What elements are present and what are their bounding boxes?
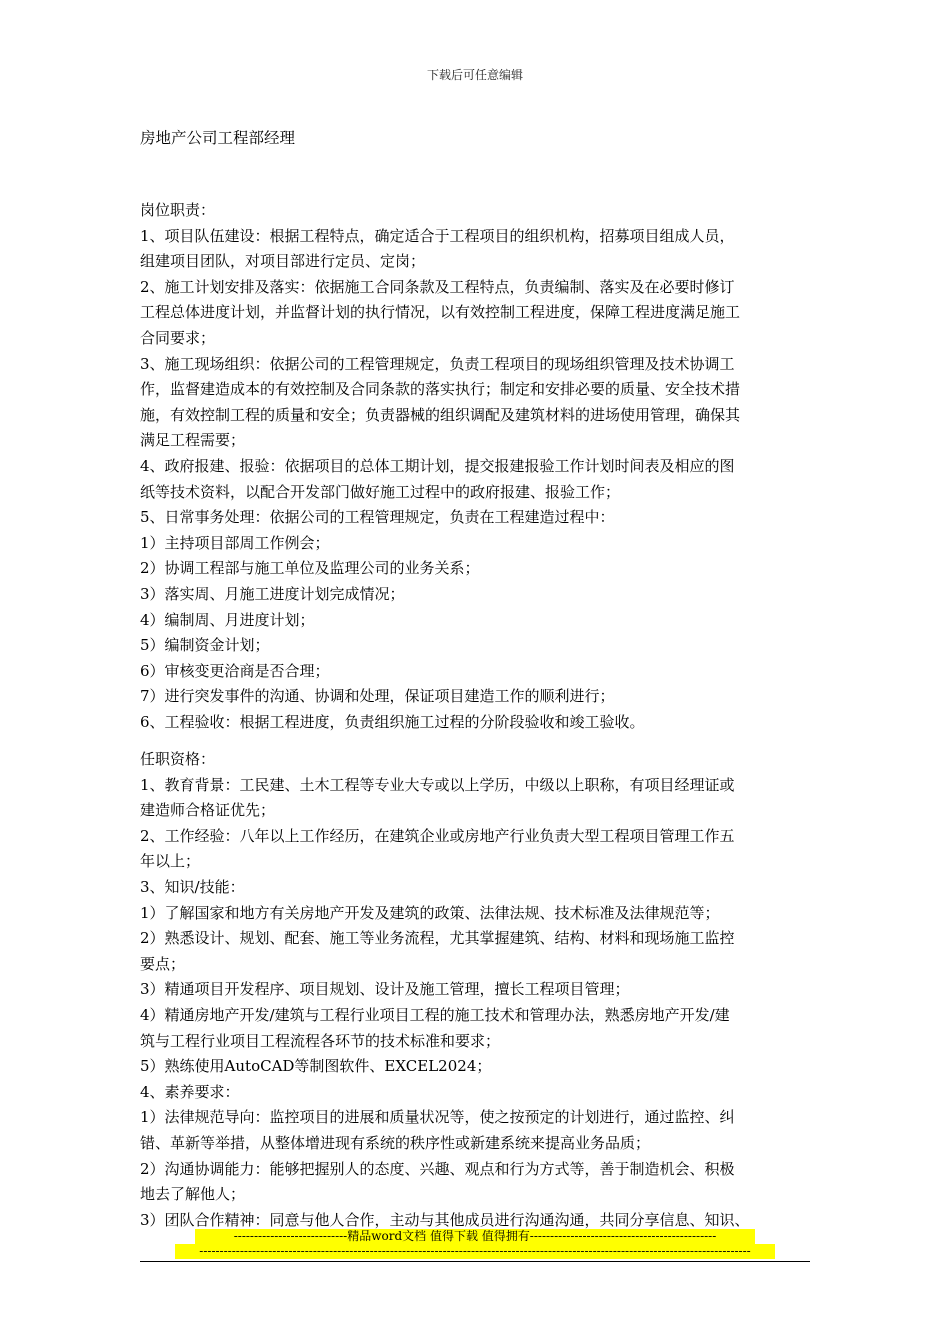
text-line: 合同要求； xyxy=(140,328,216,347)
text-line: 1）了解国家和地方有关房地产开发及建筑的政策、法律法规、技术标准及法律规范等； xyxy=(140,903,720,922)
text-line: 2、施工计划安排及落实：依据施工合同条款及工程特点，负责编制、落实及在必要时修订 xyxy=(140,277,735,296)
text-line: 4）精通房地产开发/建筑与工程行业项目工程的施工技术和管理办法，熟悉房地产开发/建 xyxy=(140,1005,730,1024)
text-line: 要点； xyxy=(140,954,186,973)
text-line: 建造师合格证优先； xyxy=(140,801,276,820)
text-line: 5）编制资金计划； xyxy=(140,636,270,655)
text-line: 5、日常事务处理：依据公司的工程管理规定，负责在工程建造过程中： xyxy=(140,508,615,527)
duties-section xyxy=(140,198,812,735)
text-line: 错、革新等举措，从整体增进现有系统的秩序性或新建系统来提高业务品质； xyxy=(140,1133,651,1152)
text-line: 施，有效控制工程的质量和安全；负责器械的组织调配及建筑材料的进场使用管理，确保其 xyxy=(140,405,741,424)
text-line: 6、工程验收：根据工程进度，负责组织施工过程的分阶段验收和竣工验收。 xyxy=(140,712,645,731)
text-line: 满足工程需要； xyxy=(140,431,246,450)
text-line: 3）团队合作精神：同意与他人合作，主动与其他成员进行沟通沟通，共同分享信息、知识、 xyxy=(140,1210,750,1229)
section-heading: 任职资格： xyxy=(140,750,216,768)
text-line: 年以上； xyxy=(140,852,201,871)
text-line: 3、施工现场组织：依据公司的工程管理规定，负责工程项目的现场组织管理及技术协调工 xyxy=(140,354,735,373)
text-line: 1）主持项目部周工作例会； xyxy=(140,533,330,552)
text-line: 2、工作经验：八年以上工作经历，在建筑企业或房地产行业负责大型工程项目管理工作五 xyxy=(140,826,735,845)
text-line: 地去了解他人； xyxy=(140,1185,246,1204)
section-heading: 岗位职责： xyxy=(140,201,216,219)
text-line: 作，监督建造成本的有效控制及合同条款的落实执行；制定和安排必要的质量、安全技术措 xyxy=(140,380,741,399)
text-line: 组建项目团队，对项目部进行定员、定岗； xyxy=(140,252,426,271)
footer-divider xyxy=(140,1261,810,1262)
page-header: 下载后可任意编辑 xyxy=(426,68,523,82)
text-line: 6）审核变更洽商是否合理； xyxy=(140,661,330,680)
qualifications-section xyxy=(140,747,812,1233)
footer-banner-text: ----------------------------精品word文档 值得下载 值得拥有---------------------------------------------- xyxy=(195,1229,755,1244)
text-line: 工程总体进度计划，并监督计划的执行情况，以有效控制工程进度，保障工程进度满足施工 xyxy=(140,303,741,322)
text-line: 1）法律规范导向：监控项目的进展和质量状况等，使之按预定的计划进行，通过监控、纠 xyxy=(140,1108,735,1127)
text-line: 3）落实周、月施工进度计划完成情况； xyxy=(140,584,405,603)
footer-dash-text: ---------------------------------------------------------------------------------------------------------------------------------------- xyxy=(175,1244,775,1259)
text-line: 4、政府报建、报验：依据项目的总体工期计划，提交报建报验工作计划时间表及相应的图 xyxy=(140,456,735,475)
text-line: 4、素养要求： xyxy=(140,1082,240,1101)
text-line: 4）编制周、月进度计划； xyxy=(140,610,315,629)
text-line: 2）熟悉设计、规划、配套、施工等业务流程，尤其掌握建筑、结构、材料和现场施工监控 xyxy=(140,929,735,948)
text-line: 2）沟通协调能力：能够把握别人的态度、兴趣、观点和行为方式等，善于制造机会、积极 xyxy=(140,1159,735,1178)
text-line: 3）精通项目开发程序、项目规划、设计及施工管理，擅长工程项目管理； xyxy=(140,980,630,999)
text-line: 5）熟练使用AutoCAD等制图软件、EXCEL2024； xyxy=(140,1057,492,1076)
text-line: 纸等技术资料，以配合开发部门做好施工过程中的政府报建、报验工作； xyxy=(140,482,621,501)
text-line: 1、教育背景：工民建、土木工程等专业大专或以上学历，中级以上职称，有项目经理证或 xyxy=(140,775,735,794)
qualification-lines xyxy=(140,773,812,1234)
text-line: 2）协调工程部与施工单位及监理公司的业务关系； xyxy=(140,559,480,578)
text-line: 7）进行突发事件的沟通、协调和处理，保证项目建造工作的顺利进行； xyxy=(140,687,615,706)
text-line: 3、知识/技能： xyxy=(140,877,245,896)
text-line: 1、项目队伍建设：根据工程特点，确定适合于工程项目的组织机构，招募项目组成人员， xyxy=(140,226,735,245)
text-line: 筑与工程行业项目工程流程各环节的技术标准和要求； xyxy=(140,1031,501,1050)
document-title: 房地产公司工程部经理 xyxy=(140,129,296,147)
duties-lines xyxy=(140,224,812,736)
